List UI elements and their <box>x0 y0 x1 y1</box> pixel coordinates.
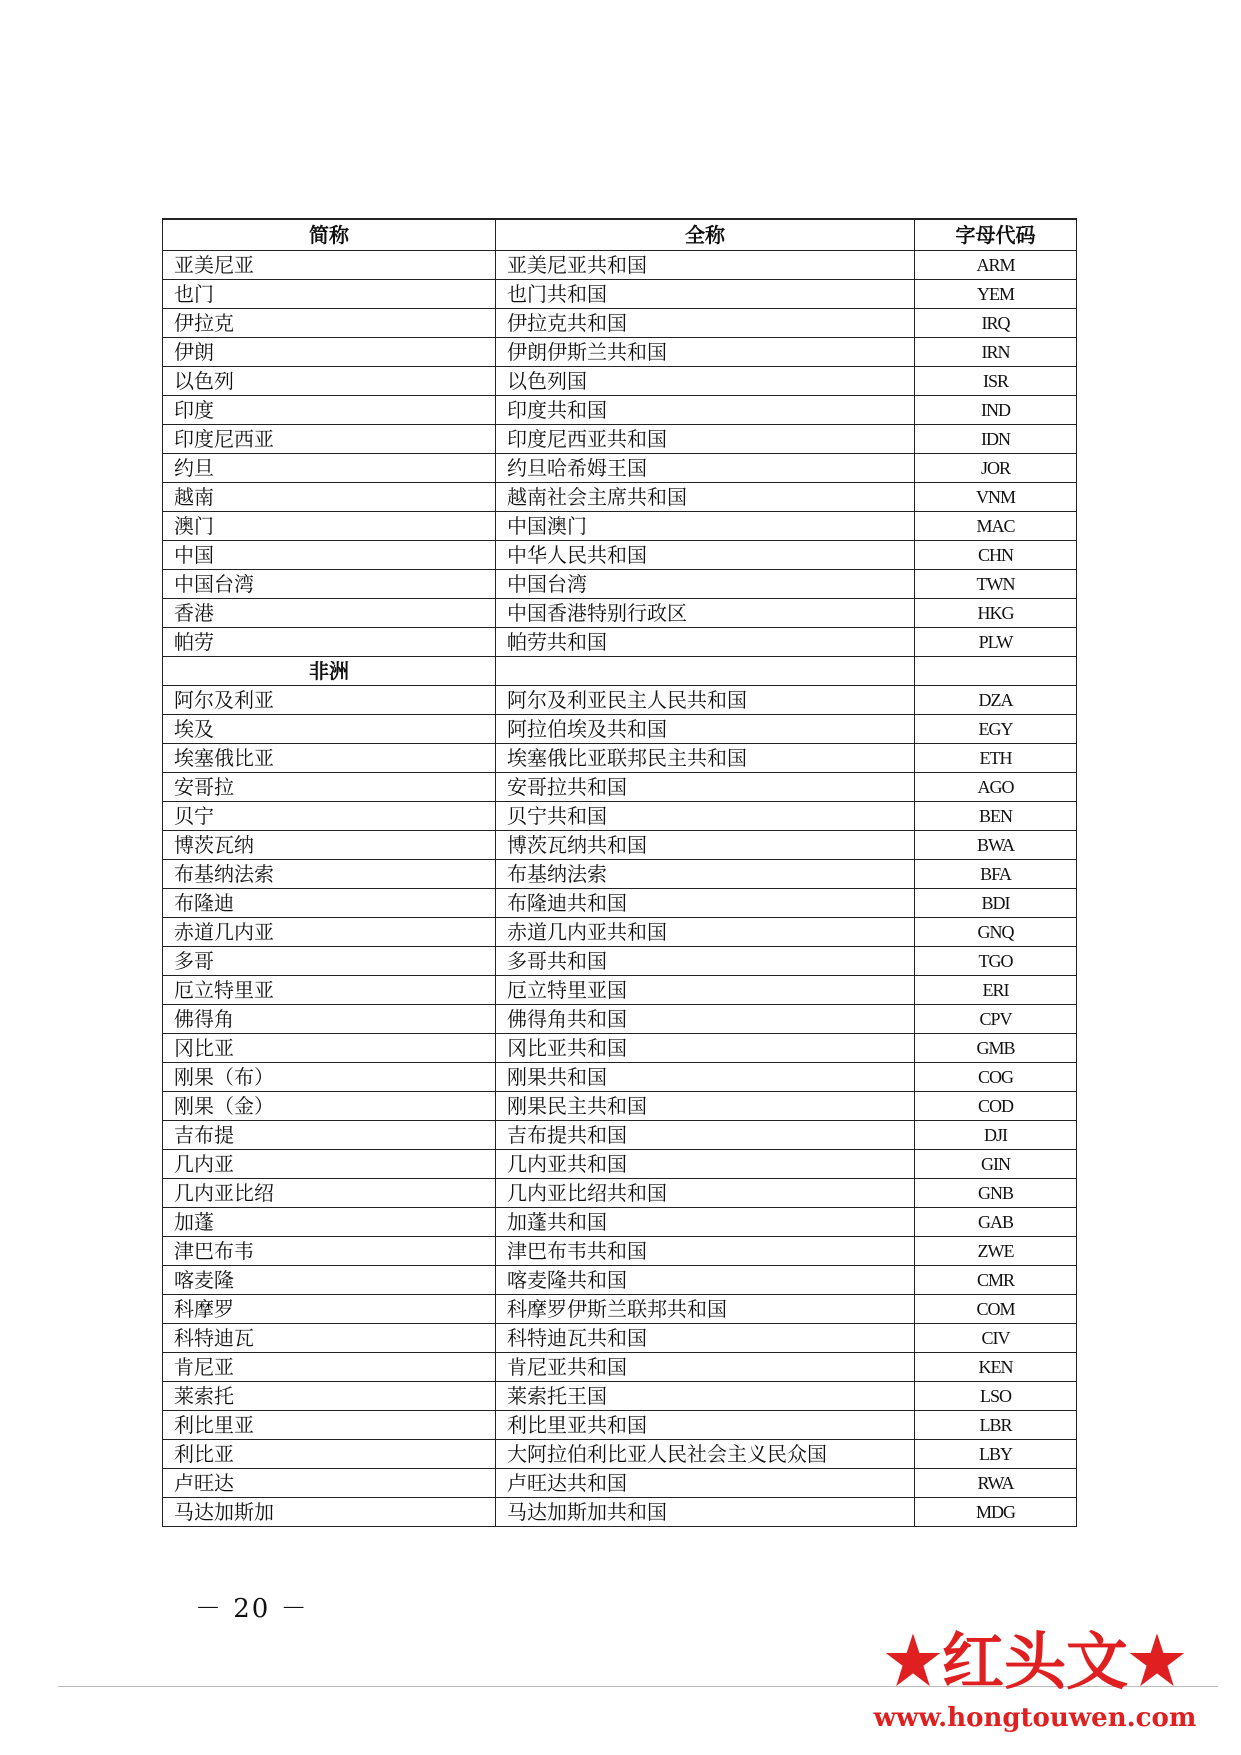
short-name-cell: 科特迪瓦 <box>163 1324 496 1353</box>
table-row <box>163 1353 1077 1382</box>
alpha-code-cell: LBR <box>915 1411 1077 1440</box>
short-name-cell: 阿尔及利亚 <box>163 686 496 715</box>
alpha-code-cell: GNQ <box>915 918 1077 947</box>
short-name-cell: 伊朗 <box>163 338 496 367</box>
alpha-code-cell: AGO <box>915 773 1077 802</box>
alpha-code-cell: CPV <box>915 1005 1077 1034</box>
full-name-cell: 卢旺达共和国 <box>496 1469 915 1498</box>
table-row <box>163 599 1077 628</box>
alpha-code-cell: IRQ <box>915 309 1077 338</box>
full-name-cell: 津巴布韦共和国 <box>496 1237 915 1266</box>
short-name-cell: 多哥 <box>163 947 496 976</box>
full-name-cell: 莱索托王国 <box>496 1382 915 1411</box>
alpha-code-cell: YEM <box>915 280 1077 309</box>
short-name-cell: 卢旺达 <box>163 1469 496 1498</box>
alpha-code-cell: GMB <box>915 1034 1077 1063</box>
empty-full-cell <box>496 657 915 686</box>
alpha-code-cell: HKG <box>915 599 1077 628</box>
full-name-cell: 埃塞俄比亚联邦民主共和国 <box>496 744 915 773</box>
short-name-cell: 伊拉克 <box>163 309 496 338</box>
full-name-cell: 喀麦隆共和国 <box>496 1266 915 1295</box>
table-row <box>163 744 1077 773</box>
short-name-cell: 埃及 <box>163 715 496 744</box>
full-name-cell: 布隆迪共和国 <box>496 889 915 918</box>
full-name-cell: 印度共和国 <box>496 396 915 425</box>
short-name-cell: 埃塞俄比亚 <box>163 744 496 773</box>
short-name-cell: 几内亚 <box>163 1150 496 1179</box>
table-row <box>163 918 1077 947</box>
alpha-code-cell: ETH <box>915 744 1077 773</box>
full-name-cell: 利比里亚共和国 <box>496 1411 915 1440</box>
table-row <box>163 483 1077 512</box>
table-row <box>163 1063 1077 1092</box>
watermark-logo <box>849 1625 1221 1747</box>
table-section-row <box>163 657 1077 686</box>
table-row <box>163 1121 1077 1150</box>
table-row <box>163 512 1077 541</box>
full-name-cell: 佛得角共和国 <box>496 1005 915 1034</box>
alpha-code-cell: ISR <box>915 367 1077 396</box>
full-name-cell: 加蓬共和国 <box>496 1208 915 1237</box>
alpha-code-cell: IDN <box>915 425 1077 454</box>
full-name-cell: 几内亚比绍共和国 <box>496 1179 915 1208</box>
header-short-name: 简称 <box>163 219 496 251</box>
full-name-cell: 中国台湾 <box>496 570 915 599</box>
full-name-cell: 吉布提共和国 <box>496 1121 915 1150</box>
short-name-cell: 印度尼西亚 <box>163 425 496 454</box>
alpha-code-cell: DZA <box>915 686 1077 715</box>
short-name-cell: 印度 <box>163 396 496 425</box>
short-name-cell: 也门 <box>163 280 496 309</box>
short-name-cell: 厄立特里亚 <box>163 976 496 1005</box>
alpha-code-cell: DJI <box>915 1121 1077 1150</box>
short-name-cell: 约旦 <box>163 454 496 483</box>
alpha-code-cell: TGO <box>915 947 1077 976</box>
table-row <box>163 1324 1077 1353</box>
alpha-code-cell: GIN <box>915 1150 1077 1179</box>
table-header-row <box>163 219 1077 251</box>
table-row <box>163 251 1077 280</box>
short-name-cell: 津巴布韦 <box>163 1237 496 1266</box>
full-name-cell: 博茨瓦纳共和国 <box>496 831 915 860</box>
short-name-cell: 亚美尼亚 <box>163 251 496 280</box>
table-row <box>163 1034 1077 1063</box>
table-row <box>163 1498 1077 1527</box>
full-name-cell: 伊拉克共和国 <box>496 309 915 338</box>
full-name-cell: 阿尔及利亚民主人民共和国 <box>496 686 915 715</box>
alpha-code-cell: BDI <box>915 889 1077 918</box>
full-name-cell: 多哥共和国 <box>496 947 915 976</box>
page-number: － 20 － <box>195 1594 309 1624</box>
full-name-cell: 中国澳门 <box>496 512 915 541</box>
alpha-code-cell: GAB <box>915 1208 1077 1237</box>
table-row <box>163 309 1077 338</box>
short-name-cell: 贝宁 <box>163 802 496 831</box>
short-name-cell: 中国 <box>163 541 496 570</box>
table-body <box>163 251 1077 1527</box>
alpha-code-cell: ERI <box>915 976 1077 1005</box>
alpha-code-cell: KEN <box>915 1353 1077 1382</box>
table-row <box>163 686 1077 715</box>
short-name-cell: 吉布提 <box>163 1121 496 1150</box>
alpha-code-cell: ZWE <box>915 1237 1077 1266</box>
watermark-title-line <box>849 1625 1221 1699</box>
alpha-code-cell: EGY <box>915 715 1077 744</box>
table-row <box>163 1179 1077 1208</box>
short-name-cell: 中国台湾 <box>163 570 496 599</box>
table-row <box>163 1237 1077 1266</box>
table-row <box>163 947 1077 976</box>
full-name-cell: 中国香港特别行政区 <box>496 599 915 628</box>
alpha-code-cell: COM <box>915 1295 1077 1324</box>
alpha-code-cell: RWA <box>915 1469 1077 1498</box>
full-name-cell: 越南社会主席共和国 <box>496 483 915 512</box>
table-row <box>163 1382 1077 1411</box>
country-code-table <box>162 218 1077 1527</box>
full-name-cell: 安哥拉共和国 <box>496 773 915 802</box>
table-row <box>163 802 1077 831</box>
table-row <box>163 773 1077 802</box>
short-name-cell: 布隆迪 <box>163 889 496 918</box>
short-name-cell: 越南 <box>163 483 496 512</box>
full-name-cell: 约旦哈希姆王国 <box>496 454 915 483</box>
table-row <box>163 628 1077 657</box>
short-name-cell: 布基纳法索 <box>163 860 496 889</box>
full-name-cell: 科特迪瓦共和国 <box>496 1324 915 1353</box>
alpha-code-cell: BEN <box>915 802 1077 831</box>
table-row <box>163 367 1077 396</box>
table-row <box>163 715 1077 744</box>
table-row <box>163 280 1077 309</box>
alpha-code-cell: MAC <box>915 512 1077 541</box>
short-name-cell: 加蓬 <box>163 1208 496 1237</box>
alpha-code-cell: VNM <box>915 483 1077 512</box>
table-row <box>163 338 1077 367</box>
alpha-code-cell: ARM <box>915 251 1077 280</box>
short-name-cell: 利比里亚 <box>163 1411 496 1440</box>
table-row <box>163 1440 1077 1469</box>
full-name-cell: 刚果民主共和国 <box>496 1092 915 1121</box>
full-name-cell: 大阿拉伯利比亚人民社会主义民众国 <box>496 1440 915 1469</box>
full-name-cell: 马达加斯加共和国 <box>496 1498 915 1527</box>
full-name-cell: 中华人民共和国 <box>496 541 915 570</box>
short-name-cell: 澳门 <box>163 512 496 541</box>
short-name-cell: 帕劳 <box>163 628 496 657</box>
full-name-cell: 刚果共和国 <box>496 1063 915 1092</box>
alpha-code-cell: CIV <box>915 1324 1077 1353</box>
table-row <box>163 1092 1077 1121</box>
alpha-code-cell: CMR <box>915 1266 1077 1295</box>
full-name-cell: 印度尼西亚共和国 <box>496 425 915 454</box>
short-name-cell: 刚果（布） <box>163 1063 496 1092</box>
alpha-code-cell: COG <box>915 1063 1077 1092</box>
table-row <box>163 425 1077 454</box>
full-name-cell: 厄立特里亚国 <box>496 976 915 1005</box>
full-name-cell: 伊朗伊斯兰共和国 <box>496 338 915 367</box>
full-name-cell: 亚美尼亚共和国 <box>496 251 915 280</box>
alpha-code-cell: GNB <box>915 1179 1077 1208</box>
watermark-url: www.hongtouwen.com <box>873 1703 1197 1733</box>
table-row <box>163 1150 1077 1179</box>
alpha-code-cell: PLW <box>915 628 1077 657</box>
full-name-cell: 帕劳共和国 <box>496 628 915 657</box>
full-name-cell: 冈比亚共和国 <box>496 1034 915 1063</box>
table-row <box>163 454 1077 483</box>
alpha-code-cell: JOR <box>915 454 1077 483</box>
table-row <box>163 1266 1077 1295</box>
short-name-cell: 莱索托 <box>163 1382 496 1411</box>
alpha-code-cell: BFA <box>915 860 1077 889</box>
full-name-cell: 科摩罗伊斯兰联邦共和国 <box>496 1295 915 1324</box>
short-name-cell: 肯尼亚 <box>163 1353 496 1382</box>
full-name-cell: 赤道几内亚共和国 <box>496 918 915 947</box>
table-row <box>163 831 1077 860</box>
short-name-cell: 赤道几内亚 <box>163 918 496 947</box>
table-row <box>163 541 1077 570</box>
alpha-code-cell: BWA <box>915 831 1077 860</box>
full-name-cell: 也门共和国 <box>496 280 915 309</box>
short-name-cell: 博茨瓦纳 <box>163 831 496 860</box>
short-name-cell: 刚果（金） <box>163 1092 496 1121</box>
star-icon <box>1128 1631 1186 1689</box>
alpha-code-cell: CHN <box>915 541 1077 570</box>
table-row <box>163 976 1077 1005</box>
short-name-cell: 香港 <box>163 599 496 628</box>
full-name-cell: 贝宁共和国 <box>496 802 915 831</box>
full-name-cell: 以色列国 <box>496 367 915 396</box>
short-name-cell: 喀麦隆 <box>163 1266 496 1295</box>
table-row <box>163 396 1077 425</box>
alpha-code-cell: IRN <box>915 338 1077 367</box>
short-name-cell: 冈比亚 <box>163 1034 496 1063</box>
short-name-cell: 马达加斯加 <box>163 1498 496 1527</box>
table-row <box>163 1208 1077 1237</box>
short-name-cell: 科摩罗 <box>163 1295 496 1324</box>
header-full-name: 全称 <box>496 219 915 251</box>
alpha-code-cell: LBY <box>915 1440 1077 1469</box>
full-name-cell: 阿拉伯埃及共和国 <box>496 715 915 744</box>
alpha-code-cell: COD <box>915 1092 1077 1121</box>
short-name-cell: 利比亚 <box>163 1440 496 1469</box>
alpha-code-cell: LSO <box>915 1382 1077 1411</box>
table-row <box>163 1295 1077 1324</box>
watermark-title: 红头文 <box>941 1625 1128 1698</box>
table-row <box>163 570 1077 599</box>
short-name-cell: 以色列 <box>163 367 496 396</box>
full-name-cell: 布基纳法索 <box>496 860 915 889</box>
table-row <box>163 1411 1077 1440</box>
alpha-code-cell: TWN <box>915 570 1077 599</box>
alpha-code-cell: IND <box>915 396 1077 425</box>
table-row <box>163 889 1077 918</box>
alpha-code-cell: MDG <box>915 1498 1077 1527</box>
star-icon <box>884 1631 942 1689</box>
short-name-cell: 安哥拉 <box>163 773 496 802</box>
header-alpha-code: 字母代码 <box>915 219 1077 251</box>
section-heading: 非洲 <box>163 657 496 686</box>
table-row <box>163 860 1077 889</box>
short-name-cell: 几内亚比绍 <box>163 1179 496 1208</box>
empty-code-cell <box>915 657 1077 686</box>
full-name-cell: 几内亚共和国 <box>496 1150 915 1179</box>
short-name-cell: 佛得角 <box>163 1005 496 1034</box>
full-name-cell: 肯尼亚共和国 <box>496 1353 915 1382</box>
table-row <box>163 1005 1077 1034</box>
table-row <box>163 1469 1077 1498</box>
